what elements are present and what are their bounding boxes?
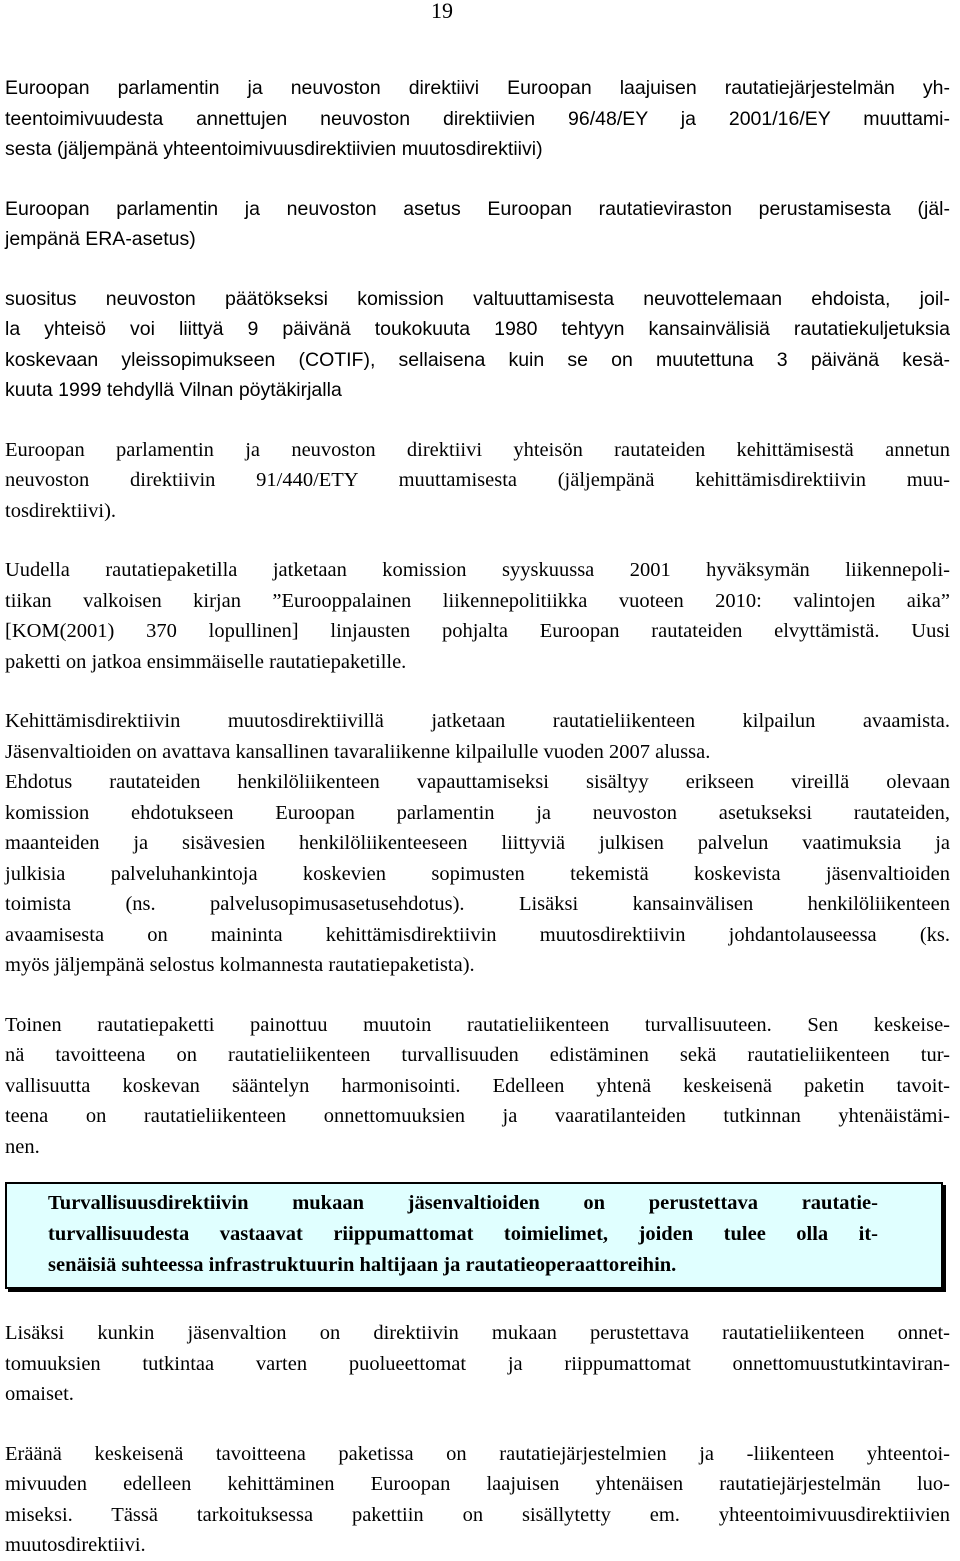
highlight-line: Turvallisuusdirektiivin mukaan jäsenvaltioiden on perustettava rautatie- bbox=[48, 1192, 878, 1214]
text-line: Ehdotus rautateiden henkilöliikenteen vapauttamiseksi sisältyy erikseen vireillä olevaan bbox=[5, 771, 950, 793]
text-line: Toinen rautatiepaketti painottuu muutoin rautatieliikenteen turvallisuuteen. Sen keskeise- bbox=[5, 1013, 950, 1036]
text-line: neuvoston direktiivin 91/440/ETY muuttamisesta (jäljempänä kehittämisdirektiivin muu- bbox=[5, 469, 950, 491]
page-number: 19 bbox=[431, 0, 453, 23]
text-line: avaamisesta on maininta kehittämisdirektiivin muutosdirektiivin johdantolauseessa (ks. bbox=[5, 923, 950, 946]
text-line: myös jäljempänä selostus kolmannesta rautatiepaketista). bbox=[5, 954, 475, 976]
highlight-box bbox=[5, 1182, 943, 1289]
text-line: Euroopan parlamentin ja neuvoston direktiivi yhteisön rautateiden kehittämisestä annetun bbox=[5, 438, 950, 461]
text-line: nä tavoitteena on rautatieliikenteen turvallisuuden edistäminen sekä rautatieliikenteen tur- bbox=[5, 1044, 950, 1066]
paragraph-development-directive bbox=[5, 435, 950, 527]
highlight-line: turvallisuudesta vastaavat riippumattomat toimielimet, joiden tulee olla it- bbox=[48, 1223, 878, 1245]
text-line: tosdirektiivi). bbox=[5, 499, 117, 522]
paragraph-era-regulation bbox=[5, 194, 950, 255]
paragraph-cotif-recommendation bbox=[5, 284, 950, 406]
text-line: teena on rautatieliikenteen onnettomuuksien ja vaaratilanteiden tutkinnan yhtenäistämi- bbox=[5, 1105, 950, 1127]
text-line: sesta (jäljempänä yhteentoimivuusdirektiivien muutosdirektiivi) bbox=[5, 138, 543, 160]
highlight-line: senäisiä suhteessa infrastruktuurin haltijaan ja rautatieoperaattoreihin. bbox=[48, 1254, 677, 1276]
text-line: muutosdirektiivi. bbox=[5, 1534, 146, 1556]
paragraph-railway-package-intro bbox=[5, 555, 950, 677]
text-line: nen. bbox=[5, 1135, 40, 1158]
text-line: Eräänä keskeisenä tavoitteena paketissa on rautatiejärjestelmien ja -liikenteen yhteentoi- bbox=[5, 1442, 950, 1465]
text-line: julkisia palveluhankintoja koskevien sopimusten tekemistä koskevista jäsenvaltioiden bbox=[5, 862, 950, 885]
text-line: mivuuden edelleen kehittäminen Euroopan laajuisen yhtenäisen rautatiejärjestelmän luo- bbox=[5, 1473, 950, 1495]
paragraph-safety-focus bbox=[5, 1010, 950, 1163]
paragraph-interoperability-directive bbox=[5, 73, 950, 165]
document-body bbox=[5, 73, 950, 1561]
text-line: Euroopan parlamentin ja neuvoston direktiivi Euroopan laajuisen rautatiejärjestelmän yh- bbox=[5, 77, 950, 99]
text-line: teentoimivuudesta annettujen neuvoston direktiivien 96/48/EY ja 2001/16/EY muuttami- bbox=[5, 107, 950, 130]
text-line: koskevaan yleissopimukseen (COTIF), sellaisena kuin se on muutettuna 3 päivänä kesä- bbox=[5, 348, 950, 371]
text-line: Jäsenvaltioiden on avattava kansallinen tavaraliikenne kilpailulle vuoden 2007 alussa. bbox=[5, 740, 711, 763]
text-line: maanteiden ja sisävesien henkilöliikenteeseen liittyviä julkisen palvelun vaatimuksia ja bbox=[5, 832, 950, 854]
text-line: Kehittämisdirektiivin muutosdirektiivillä jatketaan rautatieliikenteen kilpailun avaamista. bbox=[5, 710, 950, 732]
text-line: Uudella rautatiepaketilla jatketaan komission syyskuussa 2001 hyväksymän liikennepoli- bbox=[5, 559, 950, 581]
text-line: tiikan valkoisen kirjan ”Eurooppalainen liikennepolitiikka vuoteen 2010: valintojen aika” bbox=[5, 589, 950, 612]
text-line: miseksi. Tässä tarkoituksessa pakettiin on sisällytetty em. yhteentoimivuusdirektiivien bbox=[5, 1503, 950, 1526]
text-line: kuuta 1999 tehdyllä Vilnan pöytäkirjalla bbox=[5, 379, 342, 401]
text-line: komission ehdotukseen Euroopan parlamentin ja neuvoston asetukseksi rautateiden, bbox=[5, 801, 950, 824]
text-line: paketti on jatkoa ensimmäiselle rautatiepaketille. bbox=[5, 650, 407, 673]
text-line: tomuuksien tutkintaa varten puolueettomat ja riippumattomat onnettomuustutkintaviran- bbox=[5, 1352, 950, 1375]
paragraph-investigation-bodies bbox=[5, 1318, 950, 1410]
paragraph-competition-opening bbox=[5, 706, 950, 981]
text-line: Euroopan parlamentin ja neuvoston asetus Euroopan rautatieviraston perustamisesta (jäl- bbox=[5, 197, 950, 220]
paragraph-interoperability-goal bbox=[5, 1439, 950, 1561]
text-line: suositus neuvoston päätökseksi komission valtuuttamisesta neuvottelemaan ehdoista, joil- bbox=[5, 287, 950, 310]
text-line: omaiset. bbox=[5, 1383, 74, 1405]
text-line: toimista (ns. palvelusopimusasetusehdotus). Lisäksi kansainvälisen henkilöliikenteen bbox=[5, 893, 950, 915]
text-line: [KOM(2001) 370 lopullinen] linjausten pohjalta Euroopan rautateiden elvyttämistä. Uusi bbox=[5, 620, 950, 642]
text-line: vallisuutta koskevan sääntelyn harmonisointi. Edelleen yhtenä keskeisenä paketin tavoit- bbox=[5, 1074, 950, 1097]
text-line: la yhteisö voi liittyä 9 päivänä toukokuuta 1980 tehtyyn kansainvälisiä rautatiekuljetuksia bbox=[5, 318, 950, 340]
text-line: jempänä ERA-asetus) bbox=[5, 228, 196, 250]
text-line: Lisäksi kunkin jäsenvaltion on direktiivin mukaan perustettava rautatieliikenteen onnet- bbox=[5, 1322, 950, 1344]
